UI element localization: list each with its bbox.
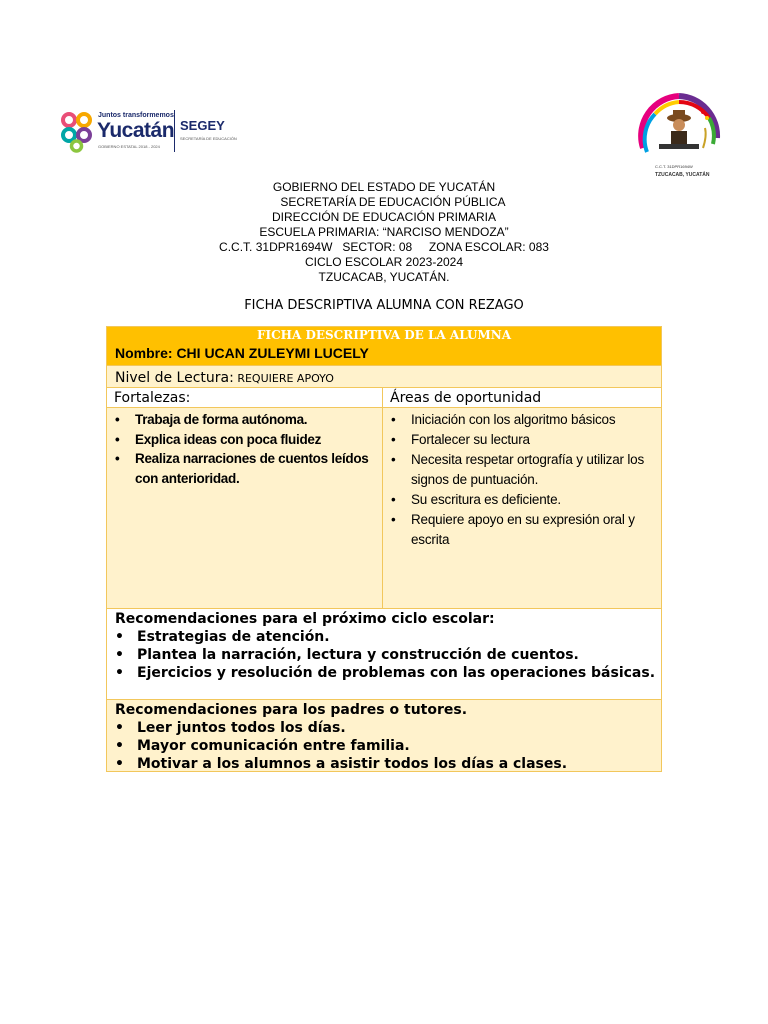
header-line-cycle: CICLO ESCOLAR 2023-2024 bbox=[304, 255, 464, 269]
segey-label: SEGEY bbox=[180, 118, 225, 133]
opportunities-header: Áreas de oportunidad bbox=[390, 390, 542, 406]
columns-header-row bbox=[107, 387, 661, 407]
opportunities-list bbox=[383, 410, 661, 550]
recommendations-next-cycle-title: Recomendaciones para el próximo ciclo escolar: bbox=[115, 611, 495, 627]
recommendations-next-cycle-list bbox=[115, 628, 661, 682]
list-item: • Ejercicios y resolución de problemas con las operaciones básicas. bbox=[115, 664, 661, 682]
sheet-title: FICHA DESCRIPTIVA DE LA ALUMNA bbox=[256, 328, 512, 342]
recommendations-parents bbox=[107, 699, 661, 771]
school-cct: C.C.T. 31DPR1694W bbox=[655, 164, 693, 169]
strengths-header: Fortalezas: bbox=[107, 388, 383, 407]
header-line-school: ESCUELA PRIMARIA: “NARCISO MENDOZA” bbox=[259, 225, 509, 239]
school-emblem-icon bbox=[633, 88, 725, 164]
reading-level-row bbox=[107, 365, 661, 387]
header-line-direction: DIRECCIÓN DE EDUCACIÓN PRIMARIA bbox=[271, 210, 497, 224]
logo-divider bbox=[174, 110, 175, 152]
student-name: Nombre: CHI UCAN ZULEYMI LUCELY bbox=[115, 345, 369, 361]
student-sheet-table bbox=[106, 326, 662, 772]
document-header bbox=[0, 180, 768, 285]
list-item: • Motivar a los alumnos a asistir todos los días a clases. bbox=[115, 755, 661, 773]
list-item: • Leer juntos todos los días. bbox=[115, 719, 661, 737]
strengths-list bbox=[107, 410, 382, 488]
list-item: • Trabaja de forma autónoma. bbox=[107, 410, 382, 430]
list-item: • Su escritura es deficiente. bbox=[383, 490, 661, 510]
document-title: FICHA DESCRIPTIVA ALUMNA CON REZAGO bbox=[244, 298, 524, 313]
list-item: • Mayor comunicación entre familia. bbox=[115, 737, 661, 755]
list-item: • Fortalecer su lectura bbox=[383, 430, 661, 450]
segey-subtitle: SECRETARÍA DE EDUCACIÓN bbox=[180, 136, 237, 141]
recommendations-parents-list bbox=[115, 719, 661, 773]
recommendations-parents-title: Recomendaciones para los padres o tutores. bbox=[115, 702, 468, 718]
list-item: • Realiza narraciones de cuentos leídos con anterioridad. bbox=[107, 449, 382, 488]
logo-tagline: Juntos transformemos bbox=[98, 112, 174, 119]
list-item: • Iniciación con los algoritmo básicos bbox=[383, 410, 661, 430]
columns-content-row bbox=[107, 407, 661, 608]
list-item: • Requiere apoyo en su expresión oral y escrita bbox=[383, 510, 661, 550]
logo-brand: Yucatán bbox=[97, 119, 175, 142]
header-line-cct: C.C.T. 31DPR1694W SECTOR: 08 ZONA ESCOLAR: 083 bbox=[219, 240, 549, 254]
school-location: TZUCACAB, YUCATÁN bbox=[655, 172, 710, 178]
header-line-city: TZUCACAB, YUCATÁN. bbox=[318, 270, 450, 284]
list-item: • Necesita respetar ortografía y utilizar los signos de puntuación. bbox=[383, 450, 661, 490]
list-item: • Estrategias de atención. bbox=[115, 628, 661, 646]
opportunities-cell bbox=[383, 408, 661, 608]
yucatan-segey-logo bbox=[60, 108, 240, 156]
sheet-title-row bbox=[107, 327, 661, 365]
reading-level-value: REQUIERE APOYO bbox=[233, 372, 334, 385]
header-line-government: GOBIERNO DEL ESTADO DE YUCATÁN bbox=[272, 180, 496, 194]
school-logo bbox=[633, 88, 725, 184]
yucatan-emblem-icon bbox=[60, 110, 94, 154]
list-item: • Plantea la narración, lectura y construcción de cuentos. bbox=[115, 646, 661, 664]
logo-subtitle: GOBIERNO ESTATAL 2018 - 2024 bbox=[98, 144, 160, 149]
strengths-cell bbox=[107, 408, 383, 608]
reading-level-label: Nivel de Lectura: bbox=[115, 370, 234, 386]
header-line-secretariat: SECRETARÍA DE EDUCACIÓN PÚBLICA bbox=[280, 195, 506, 209]
recommendations-next-cycle bbox=[107, 608, 661, 699]
list-item: • Explica ideas con poca fluidez bbox=[107, 430, 382, 450]
